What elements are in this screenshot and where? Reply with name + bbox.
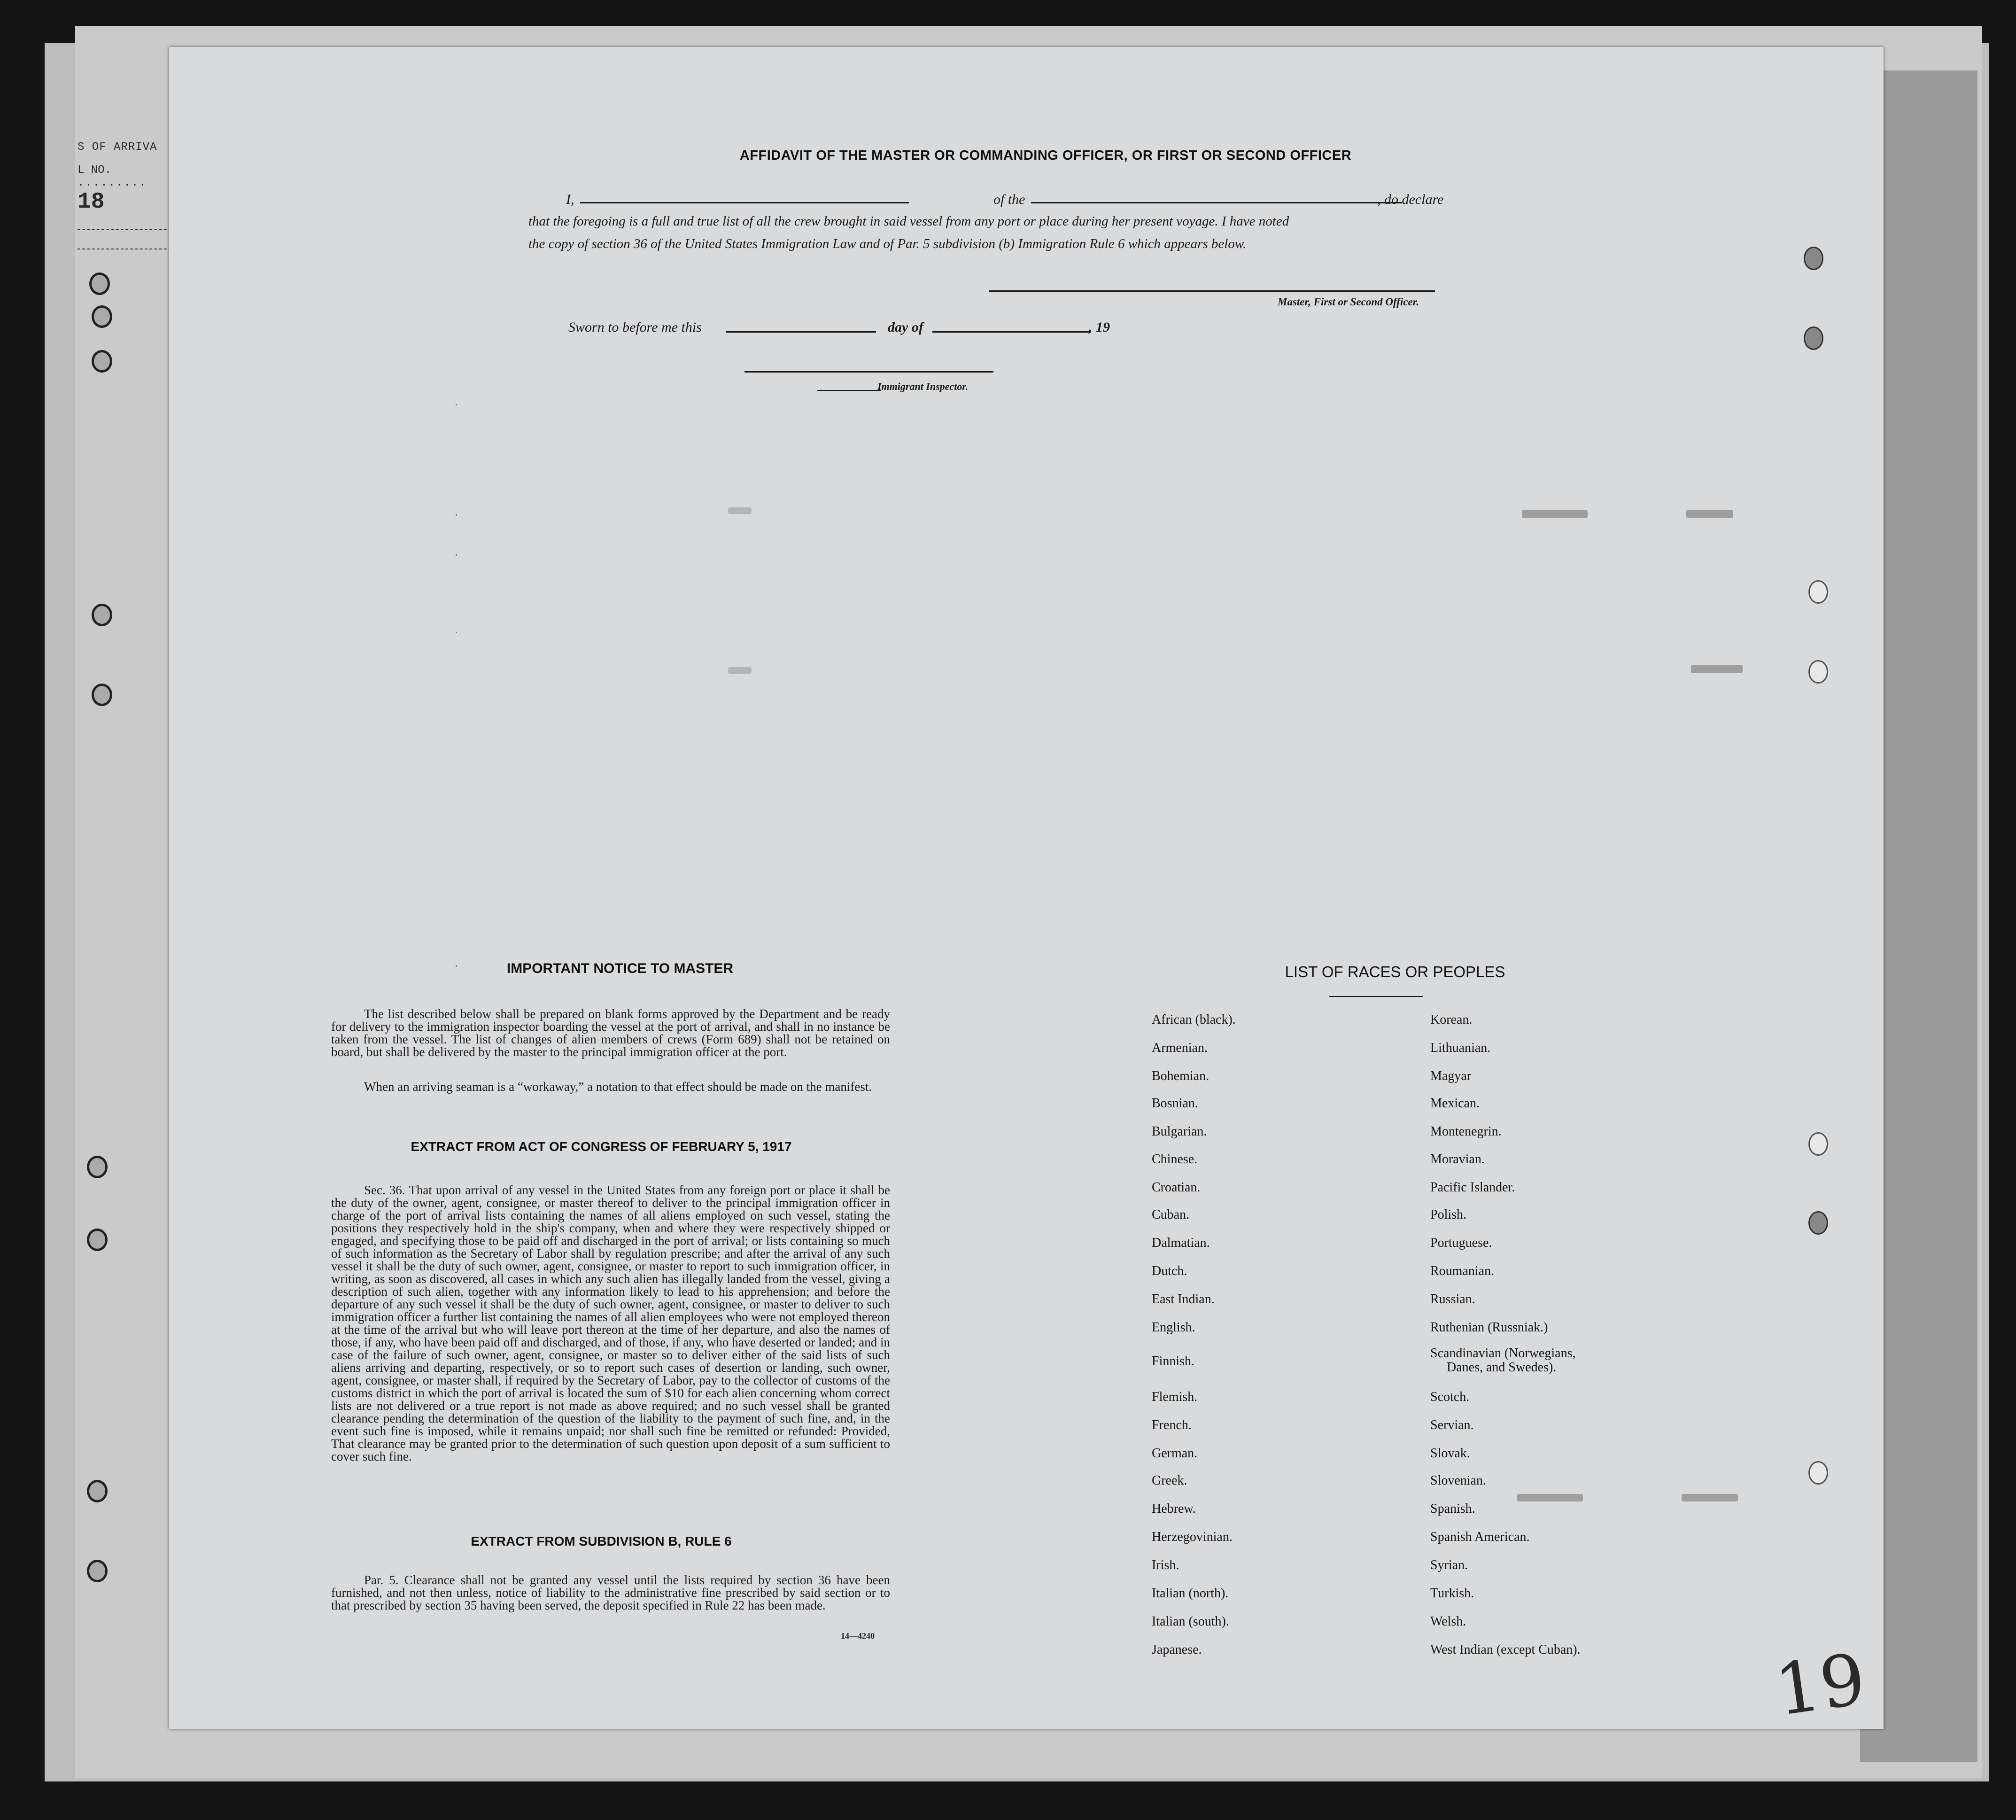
race-item: Magyar <box>1430 1069 1472 1083</box>
race-item: Herzegovinian. <box>1152 1530 1233 1544</box>
handwritten-page-number: 19 <box>1770 1638 1871 1732</box>
act-section-36 <box>331 1184 890 1463</box>
officer-signature-field[interactable] <box>989 290 1435 292</box>
sworn-month-field[interactable] <box>932 331 1090 333</box>
race-item: Moravian. <box>1430 1152 1485 1167</box>
race-item: Korean. <box>1430 1012 1473 1027</box>
rule-paragraph-5: Par. 5. Clearance shall not be granted any vessel until the lists required by section 36 have been furnished, and not then unless, notice of liability to the administrative fine prescribed by said section or to that prescribed by section 35 having been served, the deposit specified in Rule 22 has been made. <box>331 1573 890 1612</box>
race-item: Slovenian. <box>1430 1473 1486 1488</box>
punch-hole <box>1808 660 1828 684</box>
binder-ring <box>87 1560 108 1582</box>
punch-hole <box>1808 1461 1828 1485</box>
arrival-stamp: S OF ARRIVA L NO. ......... 18 <box>78 141 176 263</box>
vessel-name-field[interactable] <box>1031 202 1402 203</box>
bleed-through-mark <box>728 667 752 674</box>
race-item: Flemish. <box>1152 1390 1198 1404</box>
race-item: Irish. <box>1152 1558 1179 1572</box>
declarant-name-field[interactable] <box>580 202 909 203</box>
race-item: Lithuanian. <box>1430 1041 1491 1055</box>
act-section-label: Sec. 36. <box>364 1183 405 1197</box>
notice-heading: IMPORTANT NOTICE TO MASTER <box>506 961 734 976</box>
race-item: French. <box>1152 1418 1192 1432</box>
race-item: Spanish. <box>1430 1501 1475 1516</box>
race-item: Ruthenian (Russniak.) <box>1430 1320 1548 1335</box>
margin-mark: . <box>453 625 460 637</box>
race-item: Greek. <box>1152 1473 1187 1488</box>
race-item: Turkish. <box>1430 1586 1474 1601</box>
race-item: Finnish. <box>1152 1354 1195 1369</box>
races-heading: LIST OF RACES OR PEOPLES <box>1285 963 1505 980</box>
race-item: Japanese. <box>1152 1642 1202 1657</box>
race-item: Mexican. <box>1430 1096 1480 1111</box>
race-item: Hebrew. <box>1152 1501 1196 1516</box>
stamp-number: 18 <box>78 189 105 215</box>
race-item: Croatian. <box>1152 1180 1201 1195</box>
manifest-page <box>169 47 1884 1732</box>
inspector-label: Immigrant Inspector. <box>877 381 969 392</box>
race-item: German. <box>1152 1446 1198 1461</box>
race-item: Montenegrin. <box>1430 1124 1502 1139</box>
bleed-through-mark <box>1517 1494 1583 1501</box>
races-heading-rule <box>1329 996 1423 997</box>
race-item: Chinese. <box>1152 1152 1198 1167</box>
sworn-prefix: Sworn to before me this <box>568 319 702 335</box>
margin-mark: . <box>453 547 460 559</box>
race-item: Bosnian. <box>1152 1096 1198 1111</box>
punch-hole <box>1808 1132 1828 1156</box>
race-item: Pacific Islander. <box>1430 1180 1515 1195</box>
binder-ring <box>87 1480 108 1502</box>
race-item: Italian (south). <box>1152 1614 1229 1629</box>
sworn-day-label: day of <box>888 319 923 335</box>
race-item: Cuban. <box>1152 1207 1190 1222</box>
punch-hole <box>1808 1211 1828 1235</box>
punch-hole <box>1804 327 1823 350</box>
binder-ring <box>92 684 112 706</box>
race-item: Armenian. <box>1152 1041 1208 1055</box>
race-item: Danes, and Swedes). <box>1447 1360 1557 1375</box>
bleed-through-mark <box>1682 1494 1738 1501</box>
form-number: 14—4240 <box>841 1631 875 1641</box>
binder-ring <box>87 1156 108 1178</box>
affidavit-heading: AFFIDAVIT OF THE MASTER OR COMMANDING OFFICER, OR FIRST OR SECOND OFFICER <box>739 148 1352 163</box>
race-item: East Indian. <box>1152 1292 1215 1307</box>
affidavit-line-3: the copy of section 36 of the United States Immigration Law and of Par. 5 subdivision (b) Immigration Rule 6 which appears below. <box>528 236 1247 251</box>
margin-mark: . <box>453 397 460 409</box>
vessel-prefix: of the <box>993 192 1025 207</box>
stamp-line-1: S OF ARRIVA <box>78 141 157 154</box>
race-item: Spanish American. <box>1430 1530 1530 1544</box>
race-item: African (black). <box>1152 1012 1236 1027</box>
race-item: West Indian (except Cuban). <box>1430 1642 1581 1657</box>
inspector-signature-field[interactable] <box>744 371 993 373</box>
declarant-prefix: I, <box>566 192 574 207</box>
race-item: Bulgarian. <box>1152 1124 1207 1139</box>
act-extract-heading: EXTRACT FROM ACT OF CONGRESS OF FEBRUARY 5, 1917 <box>411 1139 792 1154</box>
binder-ring <box>92 350 112 373</box>
binder-ring <box>89 272 110 295</box>
race-item: Portuguese. <box>1430 1236 1492 1250</box>
act-section-body: That upon arrival of any vessel in the United States from any foreign port or place it shall be the duty of the owner, agent, consignee, or master thereof to deliver to the principal immigration officer in charge of the port of arrival lists containing the names of all aliens employed on such vessel, stating the positions they respectively hold in the ship's company, when and where they were respectively shipped or engaged, and specifying those to be paid off and discharged in the port of arrival; or lists containing so much of such information as the Secretary of Labor shall by regulation prescribe; and after the arrival of any such vessel it shall be the duty of such owner, agent, consignee, or master to report to such immigration officer, in writing, as soon as discovered, all cases in which any such alien has illegally landed from the vessel, giving a description of such alien, together with any information likely to lead to his apprehension; and before the departure of any such vessel it shall be the duty of such owner, agent, consignee, or master to deliver to such immigration officer a further list containing the names of all alien employees who were not employed thereon at the time of the arrival but who will leave port thereon at the time of her departure, and also the names of those, if any, who have been paid off and discharged, and of those, if any, who have deserted or landed; and in case of the failure of such owner, agent, consignee, or master so to deliver either of the said lists of such aliens arriving and departing, respectively, or so to report such cases of desertion or landing, such owner, agent, consignee, or master shall, if required by the Secretary of Labor, pay to the collector of customs of the customs district in which the port of arrival is located the sum of $10 for each alien concerning whom correct lists are not delivered or a true report is not made as above required; and no such vessel shall be granted clearance pending the determination of the question of the liability to the payment of such fine, and, in the event such fine is imposed, while it remains unpaid; nor shall such fine be remitted or refunded: Provided, That clearance may be granted prior to the determination of such question upon deposit of a sum sufficient to cover such fine. <box>331 1183 891 1463</box>
punch-hole <box>1804 247 1823 270</box>
bleed-through-mark <box>1686 510 1733 518</box>
race-item: Syrian. <box>1430 1558 1468 1572</box>
race-item: Dalmatian. <box>1152 1236 1210 1250</box>
race-item: Servian. <box>1430 1418 1474 1432</box>
bleed-through-mark <box>728 507 752 514</box>
declare-suffix: , do declare <box>1377 192 1444 207</box>
race-item: Scandinavian (Norwegians, <box>1430 1346 1576 1361</box>
race-item: English. <box>1152 1320 1195 1335</box>
signature-label: Master, First or Second Officer. <box>1278 296 1419 308</box>
race-item: Dutch. <box>1152 1264 1187 1278</box>
race-item: Bohemian. <box>1152 1069 1210 1083</box>
affidavit-line-2: that the foregoing is a full and true list of all the crew brought in said vessel from any port or place during her present voyage. I have noted <box>528 214 1289 229</box>
race-item: Welsh. <box>1430 1614 1466 1629</box>
race-item: Russian. <box>1430 1292 1475 1307</box>
bleed-through-mark <box>1522 510 1588 518</box>
binder-ring <box>92 305 112 328</box>
notice-paragraph-2: When an arriving seaman is a “workaway,” a notation to that effect should be made on the manifest. <box>364 1080 872 1094</box>
sworn-date-field[interactable] <box>726 331 876 333</box>
inspector-short-line <box>817 390 881 391</box>
stamp-line-2: L NO. <box>78 164 112 177</box>
race-item: Scotch. <box>1430 1390 1470 1404</box>
race-item: Slovak. <box>1430 1446 1470 1461</box>
sworn-year-label: , 19 <box>1089 319 1110 335</box>
binder-ring <box>87 1229 108 1251</box>
bleed-through-mark <box>1691 665 1743 673</box>
binder-ring <box>92 604 112 626</box>
punch-hole <box>1808 580 1828 604</box>
margin-mark: . <box>453 507 460 519</box>
margin-mark: . <box>453 958 460 970</box>
rule-extract-heading: EXTRACT FROM SUBDIVISION B, RULE 6 <box>471 1534 732 1548</box>
race-item: Roumanian. <box>1430 1264 1495 1278</box>
race-item: Polish. <box>1430 1207 1467 1222</box>
notice-paragraph-1: The list described below shall be prepared on blank forms approved by the Department and be ready for delivery to the immigration inspector boarding the vessel at the port of arrival, and shall in no instance be taken from the vessel. The list of changes of alien members of crews (Form 689) shall not be retained on board, but shall be delivered by the master to the principal immigration officer at the port. <box>331 1007 890 1059</box>
race-item: Italian (north). <box>1152 1586 1229 1601</box>
